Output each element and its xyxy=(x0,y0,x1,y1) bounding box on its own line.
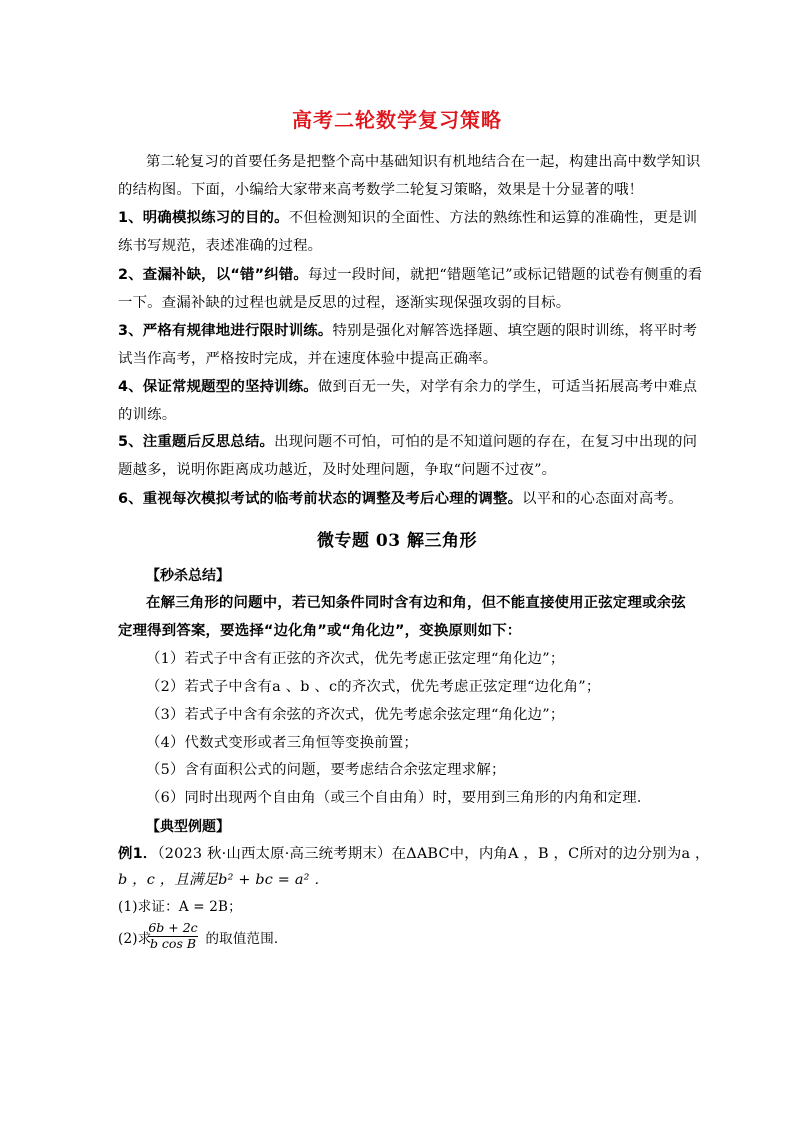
item-4-heading: 4、保证常规题型的坚持训练。 xyxy=(118,379,318,395)
intro-line-2: 的结构图。下面，小编给大家带来高考数学二轮复习策略，效果是十分显著的哦！ xyxy=(118,182,644,198)
part-1: (1)求证：A = 2B； xyxy=(118,899,242,915)
strategy-item-3 xyxy=(118,321,698,341)
rule-3: （3）若式子中含有余弦的齐次式，优先考虑余弦定理“角化边”； xyxy=(146,707,565,723)
rule-1: （1）若式子中含有正弦的齐次式，优先考虑正弦定理“角化边”； xyxy=(146,651,565,667)
example-label: 例1． xyxy=(118,846,158,862)
rule-6: （6）同时出现两个自由角（或三个自由角）时，要用到三角形的内角和定理． xyxy=(146,790,652,806)
strategy-item-1 xyxy=(118,208,698,228)
part-2-prefix: (2)求 xyxy=(118,931,152,947)
item-6-text: 以平和的心态面对高考。 xyxy=(522,491,683,507)
item-5-continued: 题越多，说明你距离成功越近，及时处理问题，争取“问题不过夜”。 xyxy=(118,462,557,478)
item-1-heading: 1、明确模拟练习的目的。 xyxy=(118,210,289,226)
summary-line-1: 在解三角形的问题中，若已知条件同时含有边和角，但不能直接使用正弦定理或余弦 xyxy=(146,595,686,611)
item-1-continued: 练书写规范，表述准确的过程。 xyxy=(118,238,323,254)
item-2-text: 每过一段时间，就把“错题笔记”或标记错题的试卷有侧重的看 xyxy=(308,267,703,283)
summary-line-2: 定理得到答案，要选择“边化角”或“角化边”，变换原则如下： xyxy=(118,623,522,639)
fraction xyxy=(148,921,198,951)
part-2-suffix: 的取值范围． xyxy=(205,931,288,947)
item-5-heading: 5、注重题后反思总结。 xyxy=(118,434,275,450)
fraction-denominator: b cos B xyxy=(149,936,197,951)
item-5-text: 出现问题不可怕，可怕的是不知道问题的存在，在复习中出现的问 xyxy=(274,434,698,450)
example-heading: 【典型例题】 xyxy=(146,819,230,835)
item-3-continued: 试当作高考，严格按时完成，并在速度体验中提高正确率。 xyxy=(118,351,498,367)
example-1-text: （2023 秋·山西太原·高三统考期末）在ΔABC中，内角A ，B ，C所对的边分别为a ， xyxy=(157,846,710,862)
item-1-text: 不但检测知识的全面性、方法的熟练性和运算的准确性，更是训 xyxy=(288,210,698,226)
rule-4: （4）代数式变形或者三角恒等变换前置； xyxy=(146,735,418,751)
summary-heading: 【秒杀总结】 xyxy=(146,568,230,584)
strategy-item-6 xyxy=(118,489,690,509)
part-2 xyxy=(118,929,690,949)
section-title: 微专题 03 解三角形 xyxy=(317,531,477,551)
strategy-item-4 xyxy=(118,377,698,397)
item-2-heading: 2、查漏补缺，以“错”纠错。 xyxy=(118,267,309,283)
page-title: 高考二轮数学复习策略 xyxy=(292,108,502,132)
item-3-heading: 3、严格有规律地进行限时训练。 xyxy=(118,323,333,339)
rule-5: （5）含有面积公式的问题，要考虑结合余弦定理求解； xyxy=(146,762,506,778)
item-6-heading: 6、重视每次模拟考试的临考前状态的调整及考后心理的调整。 xyxy=(118,491,523,507)
example-1-line-2: b ，c ，且满足b² + bc = a² ． xyxy=(118,872,329,888)
strategy-item-5 xyxy=(118,432,698,452)
intro-line-1: 第二轮复习的首要任务是把整个高中基础知识有机地结合在一起，构建出高中数学知识 xyxy=(146,154,701,170)
rule-2: （2）若式子中含有a 、b 、c的齐次式，优先考虑正弦定理“边化角”； xyxy=(146,679,601,695)
item-4-continued: 的训练。 xyxy=(118,407,177,423)
example-1-line-1 xyxy=(118,844,710,864)
item-3-text: 特别是强化对解答选择题、填空题的限时训练，将平时考 xyxy=(332,323,698,339)
item-2-continued: 一下。查漏补缺的过程也就是反思的过程，逐渐实现保强攻弱的目标。 xyxy=(118,295,571,311)
strategy-item-2 xyxy=(118,265,703,285)
fraction-numerator: 6b + 2c xyxy=(148,920,198,935)
item-4-text: 做到百无一失，对学有余力的学生，可适当拓展高考中难点 xyxy=(317,379,698,395)
